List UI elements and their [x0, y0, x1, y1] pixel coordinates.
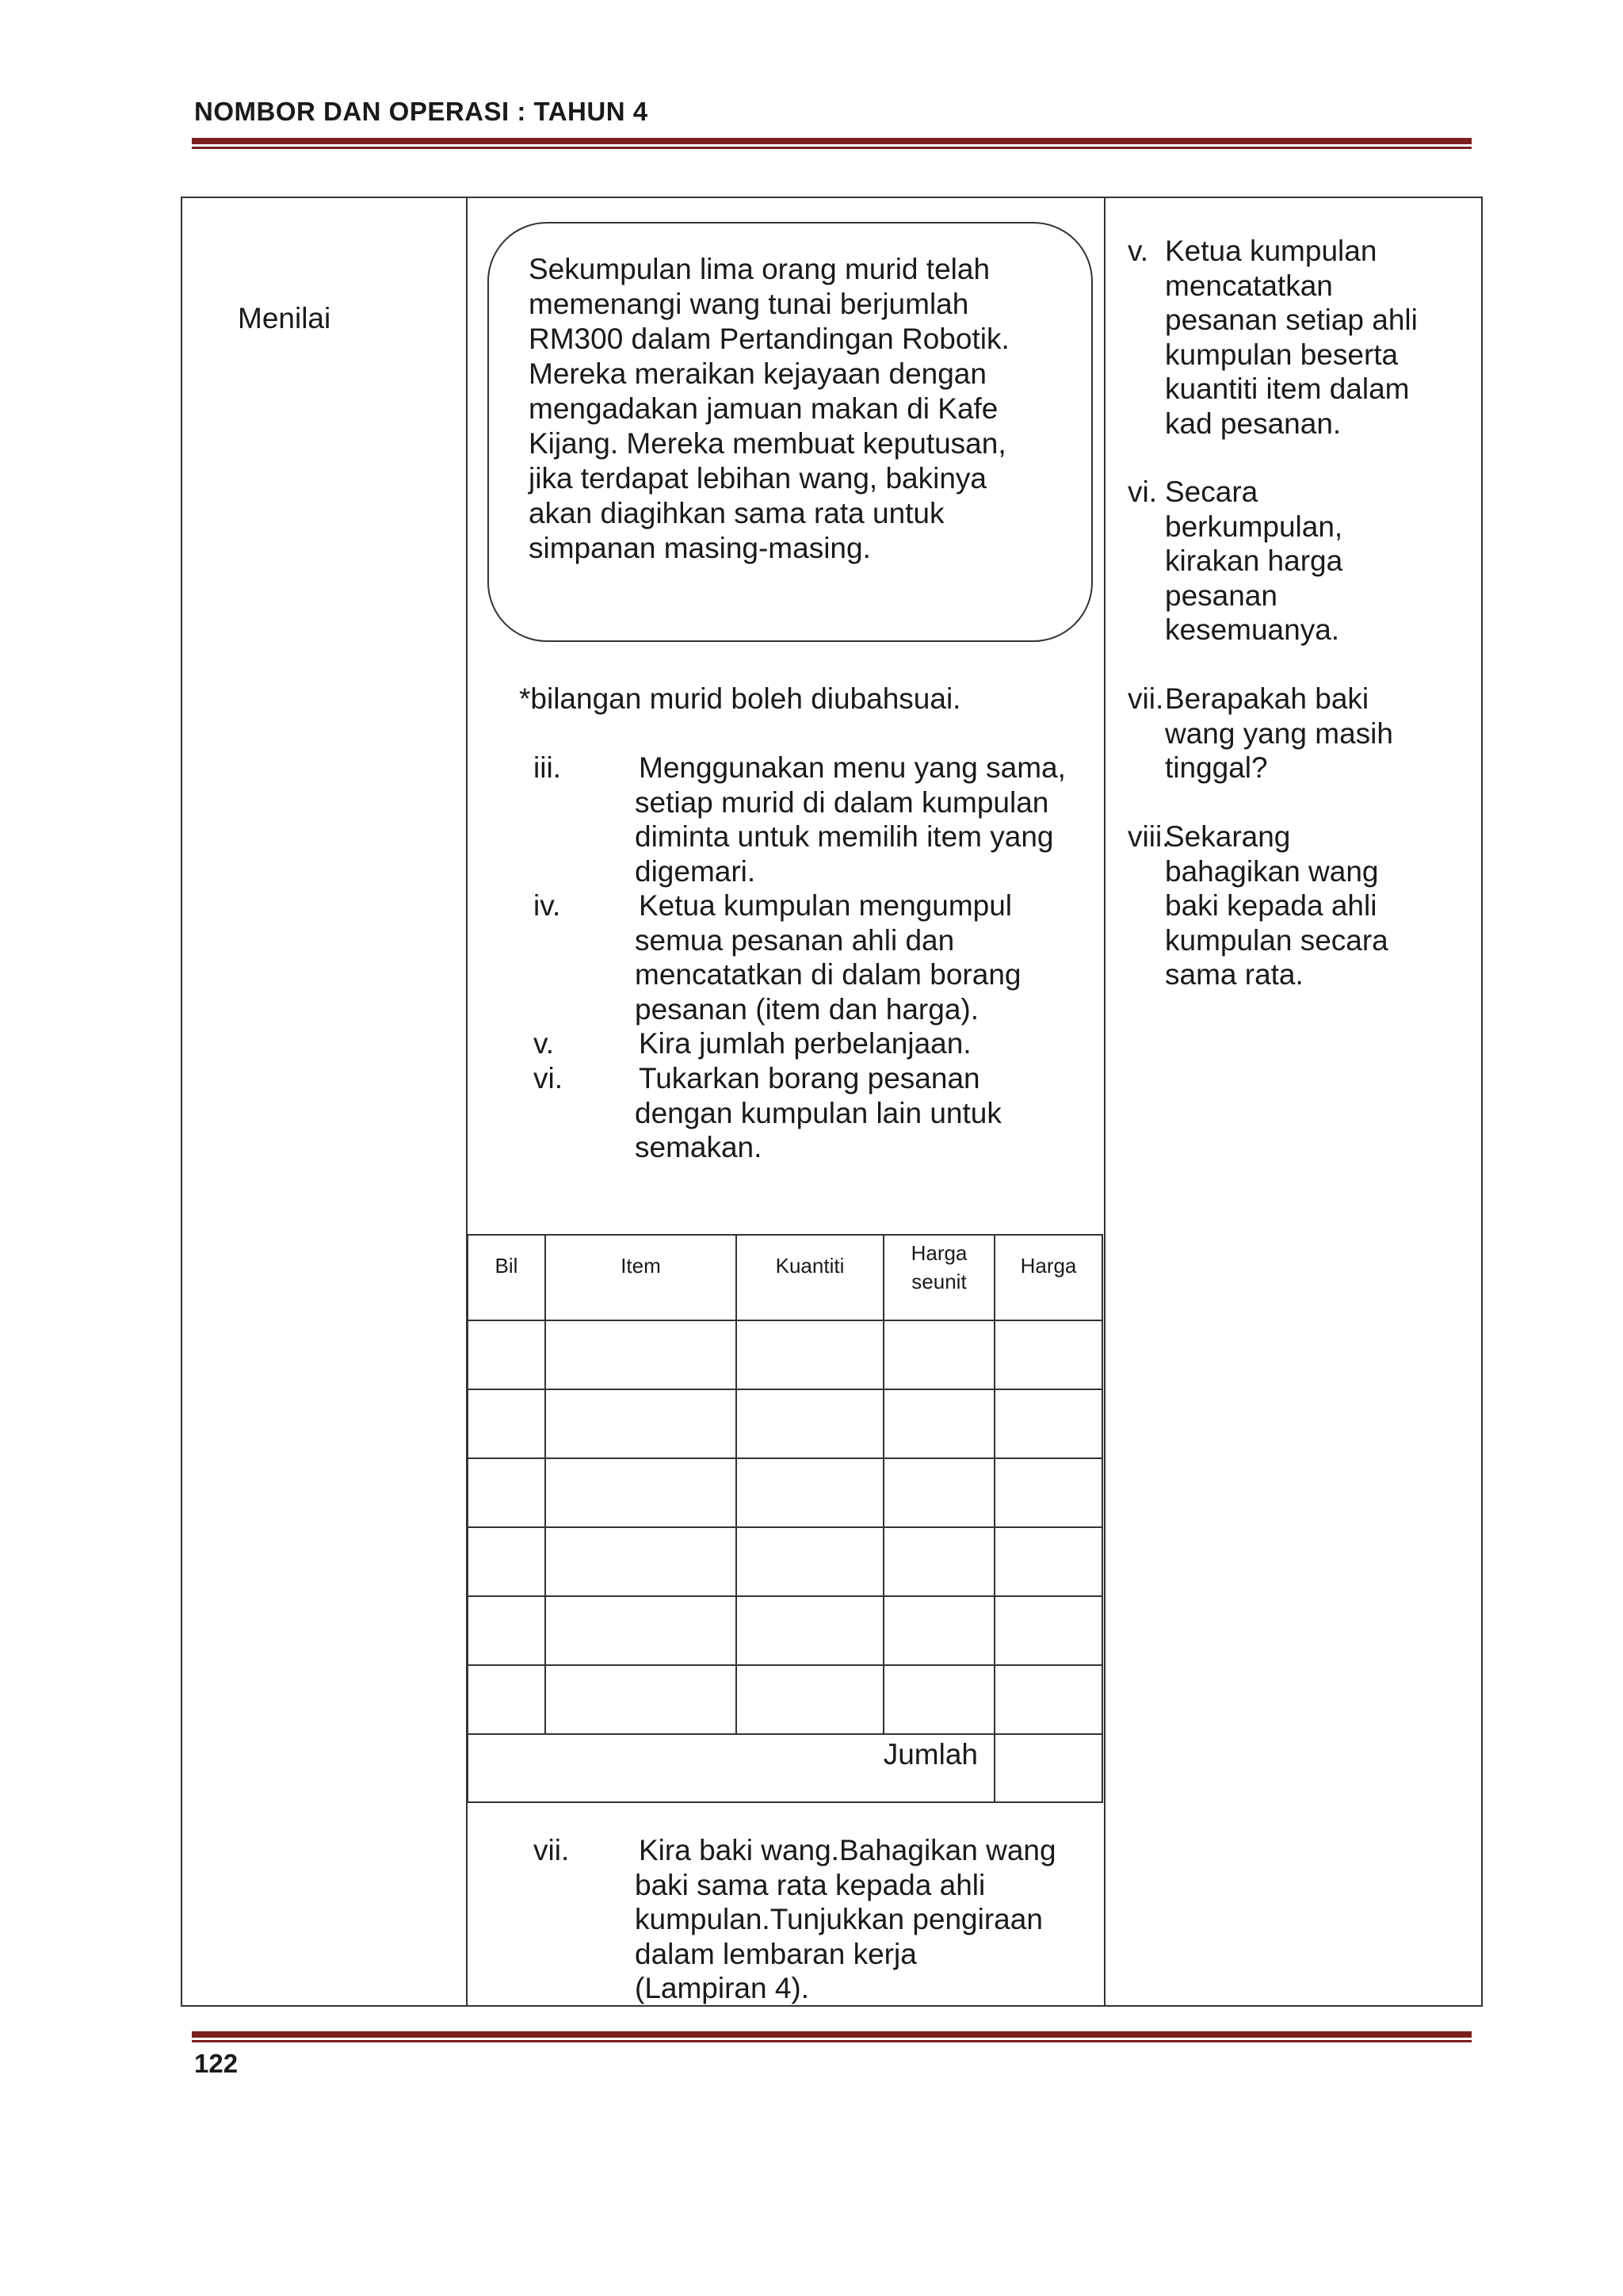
scenario-line: Mereka meraikan kejayaan dengan — [529, 357, 987, 390]
step-number: iv. — [533, 889, 561, 922]
step-line: Kira baki wang.Bahagikan wang — [639, 1834, 1056, 1866]
step-line: Menggunakan menu yang sama, — [639, 751, 1066, 784]
step-line: pesanan (item dan harga). — [635, 992, 979, 1026]
header-harga: Harga — [995, 1235, 1102, 1320]
table-cell — [468, 1527, 545, 1596]
header-harga-seunit — [884, 1235, 995, 1320]
step-line: setiap murid di dalam kumpulan — [635, 785, 1049, 819]
right-step-line: baki kepada ahli — [1165, 889, 1377, 922]
right-step-number: vi. — [1128, 476, 1157, 508]
step-line: (Lampiran 4). — [635, 1972, 810, 2004]
table-cell — [736, 1389, 884, 1458]
table-cell — [884, 1527, 995, 1596]
step-line: Kira jumlah perbelanjaan. — [639, 1027, 972, 1060]
step-line: semua pesanan ahli dan — [635, 923, 955, 957]
table-total-row — [468, 1734, 1102, 1802]
total-label: Jumlah — [468, 1734, 995, 1802]
right-step-line: pesanan — [1165, 579, 1277, 612]
right-step-line: kad pesanan. — [1165, 407, 1342, 440]
table-row — [468, 1596, 1102, 1665]
scenario-line: akan diagihkan sama rata untuk — [529, 497, 945, 529]
right-step-line: Sekarang — [1165, 820, 1291, 853]
table-row — [468, 1665, 1102, 1734]
table-row — [468, 1527, 1102, 1596]
table-cell — [468, 1458, 545, 1527]
order-form-table — [467, 1234, 1103, 1803]
right-step-line: Secara — [1165, 476, 1258, 508]
step-line: mencatatkan di dalam borang — [635, 958, 1022, 991]
scenario-line: memenangi wang tunai berjumlah — [529, 288, 969, 320]
right-step-line: bahagikan wang — [1165, 854, 1379, 888]
table-cell — [995, 1458, 1102, 1527]
table-cell — [736, 1596, 884, 1665]
step-line: diminta untuk memilih item yang — [635, 820, 1054, 853]
adjustable-note: *bilangan murid boleh diubahsuai. — [519, 682, 961, 715]
table-cell — [736, 1320, 884, 1389]
right-step-line: kumpulan secara — [1165, 923, 1388, 957]
right-step-number: viii. — [1128, 820, 1170, 853]
scenario-text — [529, 252, 1075, 566]
footer-rule — [192, 2031, 1472, 2042]
header-kuantiti: Kuantiti — [736, 1235, 884, 1320]
right-step-line: kirakan harga — [1165, 544, 1343, 577]
header-rule — [192, 138, 1472, 149]
table-row — [468, 1389, 1102, 1458]
table-cell — [884, 1458, 995, 1527]
table-cell — [884, 1596, 995, 1665]
step-line: kumpulan.Tunjukkan pengiraan — [635, 1903, 1043, 1935]
table-cell — [468, 1389, 545, 1458]
table-cell — [736, 1527, 884, 1596]
scenario-line: Kijang. Mereka membuat keputusan, — [529, 427, 1006, 460]
header-harga-seunit-line: Harga — [911, 1241, 968, 1265]
table-cell — [995, 1389, 1102, 1458]
step-line: dengan kumpulan lain untuk — [635, 1096, 1002, 1129]
step-number: iii. — [533, 751, 561, 784]
table-cell — [545, 1458, 736, 1527]
table-row — [468, 1458, 1102, 1527]
step-line: Tukarkan borang pesanan — [639, 1062, 980, 1095]
table-cell — [995, 1527, 1102, 1596]
right-step-number: v. — [1128, 235, 1149, 267]
table-cell — [995, 1665, 1102, 1734]
column-divider-2 — [1104, 198, 1106, 2005]
scenario-line: simpanan masing-masing. — [529, 532, 871, 564]
table-cell — [884, 1320, 995, 1389]
order-table-header-row — [468, 1235, 1102, 1320]
page-number: 122 — [194, 2049, 239, 2078]
table-cell — [545, 1665, 736, 1734]
right-step-line: sama rata. — [1165, 958, 1304, 991]
table-cell — [736, 1458, 884, 1527]
table-cell — [545, 1596, 736, 1665]
right-step-line: berkumpulan, — [1165, 510, 1343, 543]
step-number: vii. — [533, 1834, 570, 1866]
right-step-line: pesanan setiap ahli — [1165, 304, 1418, 336]
right-step-line: kuantiti item dalam — [1165, 372, 1410, 405]
right-step-number: vii. — [1128, 682, 1164, 715]
scenario-line: RM300 dalam Pertandingan Robotik. — [529, 323, 1010, 355]
right-step-line: kesemuanya. — [1165, 613, 1340, 646]
step-line: Ketua kumpulan mengumpul — [639, 889, 1013, 922]
right-step-line: wang yang masih — [1165, 716, 1393, 750]
step-line: dalam lembaran kerja — [635, 1937, 917, 1970]
step-line: baki sama rata kepada ahli — [635, 1868, 986, 1901]
table-cell — [468, 1665, 545, 1734]
table-cell — [884, 1665, 995, 1734]
right-step-line: tinggal? — [1165, 751, 1268, 784]
scenario-line: jika terdapat lebihan wang, bakinya — [529, 462, 987, 495]
step-number: vi. — [533, 1062, 563, 1095]
table-cell — [468, 1596, 545, 1665]
header-bil: Bil — [468, 1235, 545, 1320]
right-step-line: mencatatkan — [1165, 269, 1333, 302]
table-cell — [545, 1389, 736, 1458]
right-step-line: Ketua kumpulan — [1165, 235, 1377, 267]
right-step-line: Berapakah baki — [1165, 682, 1369, 715]
table-cell — [995, 1596, 1102, 1665]
total-value-cell — [995, 1734, 1102, 1802]
scenario-line: Sekumpulan lima orang murid telah — [529, 253, 991, 285]
table-cell — [468, 1320, 545, 1389]
table-cell — [545, 1527, 736, 1596]
scenario-line: mengadakan jamuan makan di Kafe — [529, 392, 999, 425]
header-harga-seunit-line: seunit — [911, 1270, 967, 1293]
table-cell — [736, 1665, 884, 1734]
stage-label: Menilai — [238, 302, 331, 334]
header-item: Item — [545, 1235, 736, 1320]
step-line: digemari. — [635, 854, 756, 888]
right-step-line: kumpulan beserta — [1165, 338, 1399, 371]
table-row — [468, 1320, 1102, 1389]
step-line: semakan. — [635, 1131, 762, 1163]
table-cell — [545, 1320, 736, 1389]
table-cell — [884, 1389, 995, 1458]
page-header-title: NOMBOR DAN OPERASI : TAHUN 4 — [194, 97, 648, 126]
step-number: v. — [533, 1027, 555, 1060]
table-cell — [995, 1320, 1102, 1389]
